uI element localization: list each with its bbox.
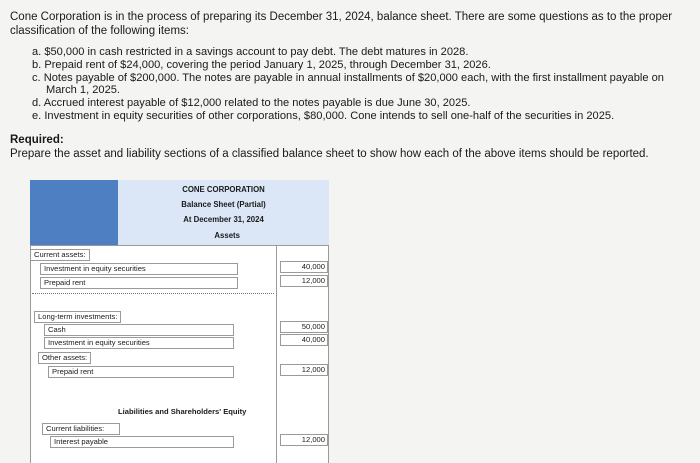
interest-payable-label[interactable]: Interest payable bbox=[50, 436, 234, 448]
other-prepaid-rent-label[interactable]: Prepaid rent bbox=[48, 366, 234, 378]
item-a: a. $50,000 in cash restricted in a savings account to pay debt. The debt matures in 2028. bbox=[32, 46, 469, 58]
item-d: d. Accrued interest payable of $12,000 related to the notes payable is due June 30, 2025. bbox=[32, 97, 471, 110]
lti-label: Long-term investments: bbox=[34, 311, 121, 323]
lti-investment-label[interactable]: Investment in equity securities bbox=[44, 337, 234, 349]
column-divider bbox=[276, 245, 277, 463]
items-list bbox=[32, 46, 690, 123]
ca-investment-label[interactable]: Investment in equity securities bbox=[40, 263, 238, 275]
problem-statement bbox=[10, 10, 690, 161]
ca-prepaid-rent-label[interactable]: Prepaid rent bbox=[40, 277, 238, 289]
ca-investment-value[interactable]: 40,000 bbox=[280, 261, 328, 273]
right-border bbox=[328, 245, 329, 463]
left-border bbox=[30, 245, 31, 463]
sheet-header bbox=[30, 180, 329, 245]
statement-date: At December 31, 2024 bbox=[183, 215, 264, 224]
statement-title: Balance Sheet (Partial) bbox=[181, 200, 266, 209]
required-section bbox=[10, 133, 690, 161]
lti-cash-value[interactable]: 50,000 bbox=[280, 321, 328, 333]
current-assets-label: Current assets: bbox=[30, 249, 90, 261]
other-prepaid-rent-value[interactable]: 12,000 bbox=[280, 364, 328, 376]
ca-prepaid-rent-value[interactable]: 12,000 bbox=[280, 275, 328, 287]
item-c bbox=[32, 72, 690, 98]
company-name: CONE CORPORATION bbox=[182, 185, 265, 194]
liabilities-heading: Liabilities and Shareholders' Equity bbox=[118, 407, 247, 416]
item-e: e. Investment in equity securities of other corporations, $80,000. Cone intends to sell one-half of the securities in 2025. bbox=[32, 109, 615, 122]
item-c-continuation: March 1, 2025. bbox=[46, 84, 120, 97]
row-separator bbox=[32, 293, 274, 294]
problem-intro: Cone Corporation is in the process of preparing its December 31, 2024, balance sheet. There are some questions as to the proper classification of the following items: bbox=[10, 11, 673, 37]
lti-investment-value[interactable]: 40,000 bbox=[280, 334, 328, 346]
required-text: Prepare the asset and liability sections of a classified balance sheet to show how each of the above items should be reported. bbox=[10, 147, 649, 160]
header-rule bbox=[30, 245, 329, 246]
interest-payable-value[interactable]: 12,000 bbox=[280, 434, 328, 446]
item-c-text: c. Notes payable of $200,000. The notes are payable in annual installments of $20,000 each, with the first installment payable on bbox=[32, 71, 664, 84]
other-assets-label: Other assets: bbox=[38, 352, 91, 364]
sheet-header-inner bbox=[118, 180, 329, 245]
lti-cash-label[interactable]: Cash bbox=[44, 324, 234, 336]
assets-heading: Assets bbox=[214, 231, 240, 240]
current-liabilities-label: Current liabilities: bbox=[42, 423, 120, 435]
balance-sheet bbox=[30, 180, 329, 463]
item-b: b. Prepaid rent of $24,000, covering the period January 1, 2025, through December 31, 2026. bbox=[32, 58, 491, 71]
required-label: Required: bbox=[10, 133, 64, 146]
